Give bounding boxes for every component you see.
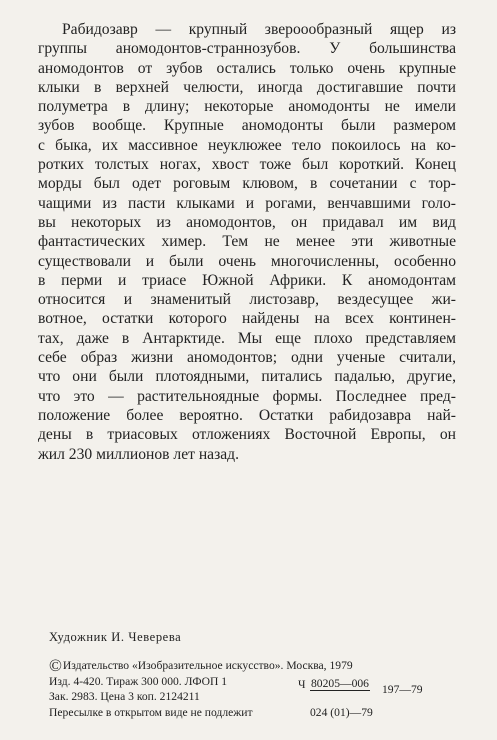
article-line: себе образ жизни аномодонтов; одни ученые считали, bbox=[38, 349, 456, 367]
article-line: что это — растительноядные формы. Последнее пред- bbox=[38, 387, 456, 405]
article-line: с быка, их массивное неуклюжее тело покоилось на ко- bbox=[38, 136, 456, 154]
article-line: вотное, остатки которого найдены на всех континен- bbox=[38, 310, 456, 328]
article-line: жил 230 миллионов лет назад. bbox=[38, 445, 240, 463]
article-line: группы аномодонтов-страннозубов. У большинства bbox=[38, 40, 456, 58]
copyright-icon: © bbox=[49, 656, 62, 675]
article-text bbox=[38, 20, 456, 464]
colophon-mail-row bbox=[49, 705, 459, 721]
article-line: тах, даже в Антарктиде. Мы еще плохо представляем bbox=[38, 329, 456, 347]
colophon-publisher-row bbox=[49, 658, 459, 674]
article-line: ротких толстых ногах, хвост тоже был короткий. Конец bbox=[38, 156, 456, 174]
article-line: Рабидозавр — крупный звероообразный ящер из bbox=[62, 21, 456, 38]
colophon bbox=[49, 658, 459, 720]
article-line: морды был одет роговым клювом, в сочетании с тор- bbox=[38, 175, 456, 193]
article-line: полуметра в длину; некоторые аномодонты не имели bbox=[38, 98, 456, 116]
article-line: зубов вообще. Крупные аномодонты были размером bbox=[38, 117, 456, 135]
article-line: фантастических химер. Тем не менее эти животные bbox=[38, 233, 456, 251]
artist-credit: Художник И. Чеверева bbox=[49, 630, 182, 644]
article-line: аномодонтов от зубов остались только очень крупные bbox=[38, 59, 456, 77]
order-text: Зак. 2983. Цена 3 коп. 2124211 bbox=[49, 690, 200, 703]
publisher-text: Издательство «Изобразительное искусство». Москва, 1979 bbox=[62, 659, 353, 672]
mail-text: Пересылке в открытом виде не подлежит bbox=[49, 705, 253, 719]
article-line: дены в триасовых отложениях Восточной Европы, он bbox=[38, 426, 456, 444]
article-line: что они были плотоядными, питались падалью, другие, bbox=[38, 368, 456, 386]
article-line: положение более вероятно. Остатки рабидозавра най- bbox=[38, 406, 456, 424]
article-line: чащими из пасти клыками и рогами, венчавшими голо- bbox=[38, 194, 456, 212]
article-line: существовали и были очень многочисленны, особенно bbox=[38, 252, 456, 270]
index-denominator: 024 (01)—79 bbox=[310, 705, 373, 719]
index-suffix: 197—79 bbox=[382, 682, 423, 696]
article-line: в перми и триасе Южной Африки. К аномодонтам bbox=[38, 271, 456, 289]
article-line: вы некоторых из аномодонтов, он придавал им вид bbox=[38, 213, 456, 231]
index-numerator: 80205—006 bbox=[311, 676, 369, 690]
article-line: относится и знаменитый листозавр, вездесущее жи- bbox=[38, 291, 456, 309]
edition-text: Изд. 4-420. Тираж 300 000. ЛФОП 1 bbox=[49, 674, 228, 688]
colophon-order-row bbox=[49, 689, 459, 705]
index-prefix: Ч bbox=[298, 677, 306, 691]
article-line: клыки в верхней челюсти, иногда достигавшие почти bbox=[38, 78, 456, 96]
